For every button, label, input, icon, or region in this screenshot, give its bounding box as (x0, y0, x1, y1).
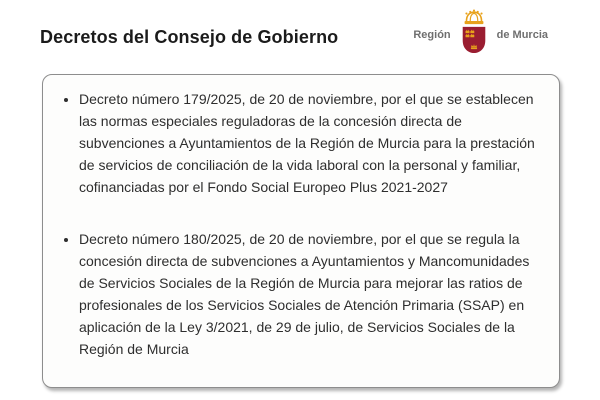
decree-list (59, 88, 545, 360)
murcia-coat-of-arms-icon (458, 7, 490, 57)
murcia-logo (413, 7, 548, 57)
decree-item-179-2025: • Decreto número 179/2025, de 20 de noviembre, por el que se establecen las normas especiales reguladoras de la concesión directa de subvenciones a Ayuntamientos de la Región de Murcia para la prestación de servicios de conciliación de la vida laboral con la personal y familiar, cofinanciadas por el Fondo Social Europeo Plus 2021-2027 (79, 88, 545, 198)
logo-region-label: Región (413, 29, 451, 41)
page-title: Decretos del Consejo de Gobierno (40, 27, 339, 47)
decree-item-180-2025: • Decreto número 180/2025, de 20 de noviembre, por el que se regula la concesión directa de subvenciones a Ayuntamientos y Mancomunidades de Servicios Sociales de la Región de Murcia para mejorar las ratios de profesionales de los Servicios Sociales de Atención Primaria (SSAP) en aplicación de la Ley 3/2021, de 29 de julio, de Servicios Sociales de la Región de Murcia (79, 228, 545, 360)
decree-card (42, 74, 560, 388)
logo-murcia-label: de Murcia (496, 29, 548, 41)
